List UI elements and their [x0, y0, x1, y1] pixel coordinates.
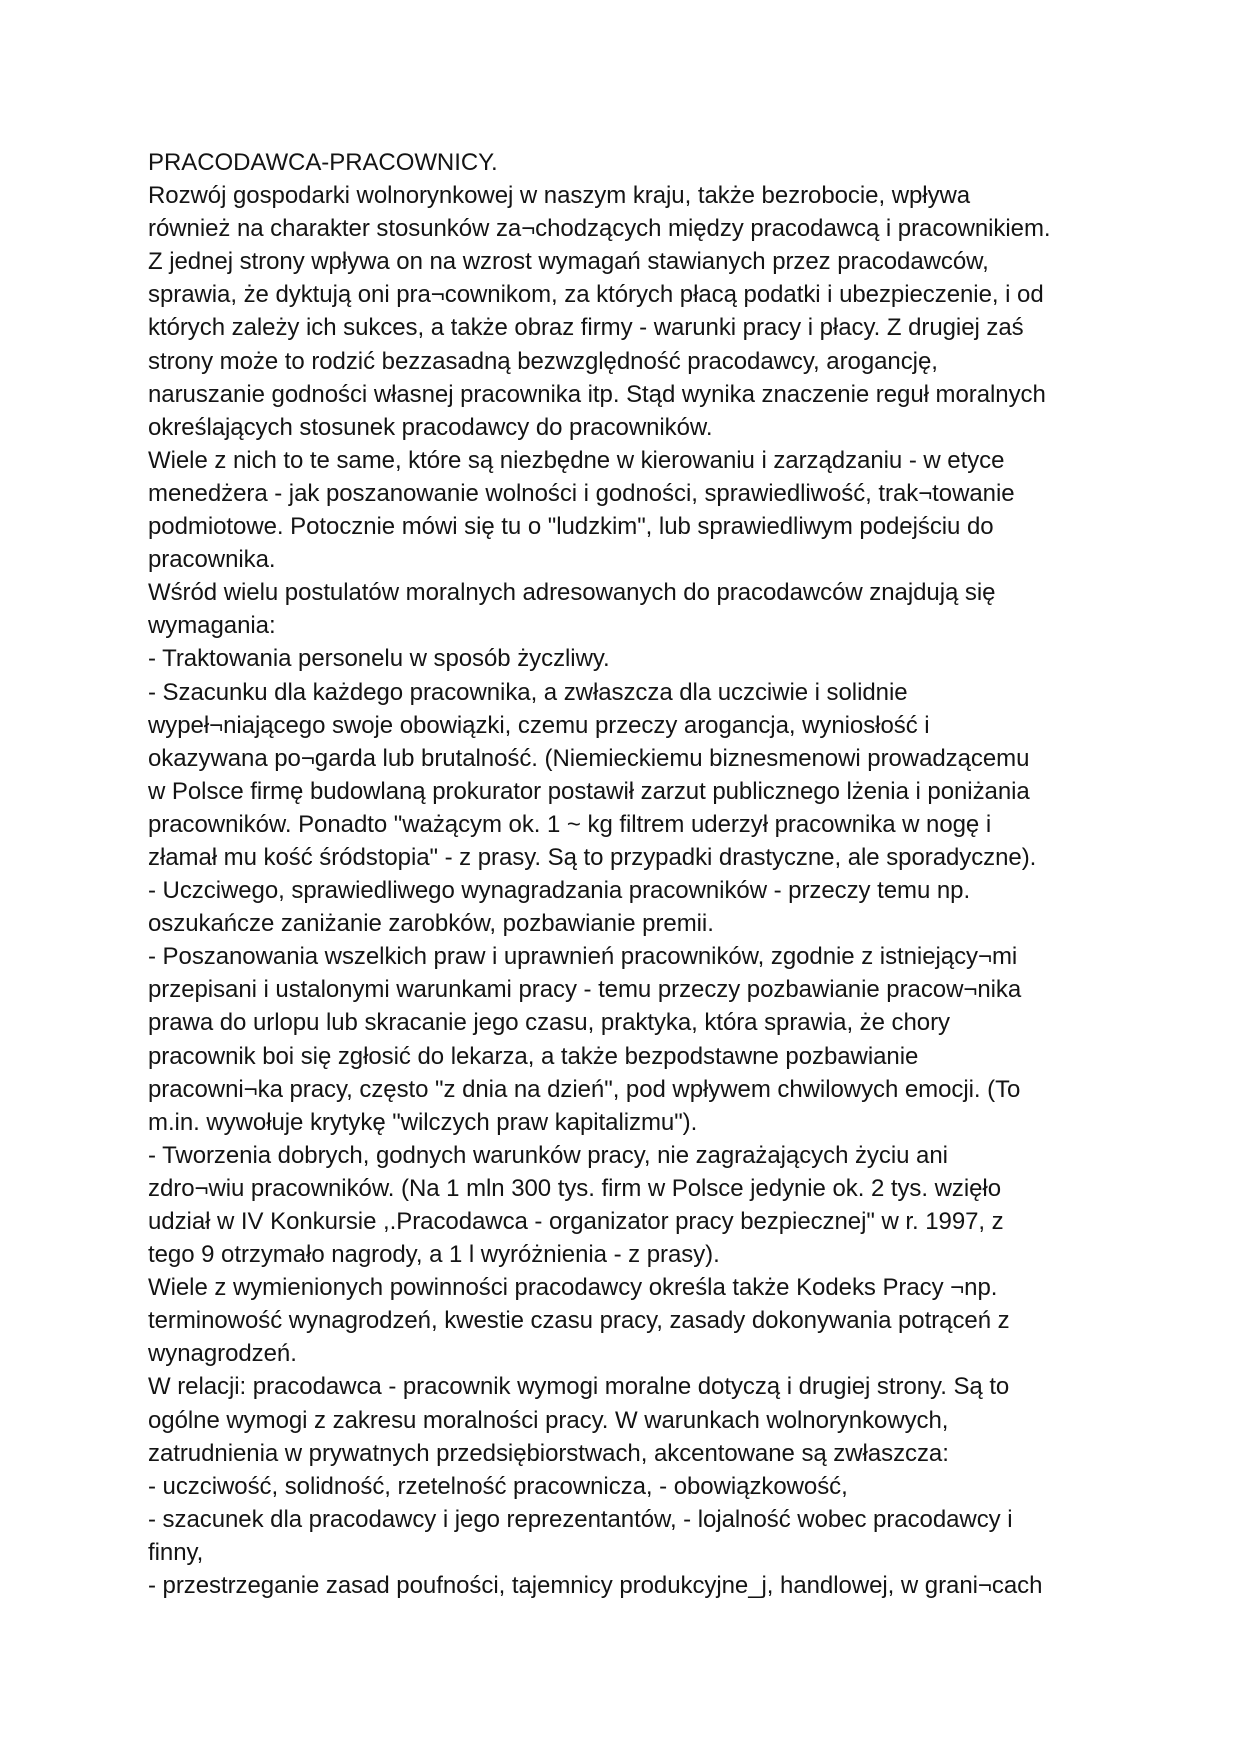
text-line: przepisani i ustalonymi warunkami pracy - temu przeczy pozbawianie pracow¬nika: [148, 976, 1022, 1004]
list-item-line: - Tworzenia dobrych, godnych warunków pracy, nie zagrażających życiu ani: [148, 1141, 948, 1169]
text-line: pracowni¬ka pracy, często "z dnia na dzień", pod wpływem chwilowych emocji. (To: [148, 1075, 1021, 1103]
text-line: oszukańcze zaniżanie zarobków, pozbawianie premii.: [148, 910, 714, 938]
text-line: Wiele z nich to te same, które są niezbędne w kierowaniu i zarządzaniu - w etyce: [148, 446, 1005, 474]
list-item-line: - Poszanowania wszelkich praw i uprawnień pracowników, zgodnie z istniejący¬mi: [148, 943, 1018, 971]
text-line: Z jednej strony wpływa on na wzrost wymagań stawianych przez pracodawców,: [148, 248, 989, 276]
text-line: złamał mu kość śródstopia" - z prasy. Są to przypadki drastyczne, ale sporadyczne).: [148, 843, 1037, 871]
text-line: W relacji: pracodawca - pracownik wymogi moralne dotyczą i drugiej strony. Są to: [148, 1373, 1010, 1401]
text-line: menedżera - jak poszanowanie wolności i godności, sprawiedliwość, trak¬towanie: [148, 479, 1015, 507]
text-line: Rozwój gospodarki wolnorynkowej w naszym kraju, także bezrobocie, wpływa: [148, 182, 971, 210]
text-line: okazywana po¬garda lub brutalność. (Niemieckiemu biznesmenowi prowadzącemu: [148, 744, 1030, 772]
list-item-line: - przestrzeganie zasad poufności, tajemnicy produkcyjne_j, handlowej, w grani¬cach: [148, 1572, 1043, 1600]
text-line: naruszanie godności własnej pracownika itp. Stąd wynika znaczenie reguł moralnych: [148, 380, 1046, 408]
text-line: Wiele z wymienionych powinności pracodawcy określa także Kodeks Pracy ¬np.: [148, 1274, 998, 1302]
list-item-line: - Szacunku dla każdego pracownika, a zwłaszcza dla uczciwie i solidnie: [148, 678, 908, 706]
text-line: pracownik boi się zgłosić do lekarza, a także bezpodstawne pozbawianie: [148, 1042, 919, 1070]
list-item-line: - uczciwość, solidność, rzetelność pracownicza, - obowiązkowość,: [148, 1472, 848, 1500]
text-line: pracownika.: [148, 546, 276, 574]
text-line: finny,: [148, 1538, 204, 1566]
document-title: PRACODAWCA-PRACOWNICY.: [148, 149, 498, 176]
text-line: m.in. wywołuje krytykę "wilczych praw kapitalizmu").: [148, 1108, 698, 1136]
text-line: wymagania:: [148, 612, 276, 640]
text-line: udział w IV Konkursie ,.Pracodawca - organizator pracy bezpiecznej" w r. 1997, z: [148, 1208, 1004, 1235]
text-line: wynagrodzeń.: [148, 1340, 297, 1368]
text-line: ogólne wymogi z zakresu moralności pracy. W warunkach wolnorynkowych,: [148, 1406, 949, 1434]
text-line: również na charakter stosunków za¬chodzących między pracodawcą i pracownikiem.: [148, 215, 1051, 243]
text-line: których zależy ich sukces, a także obraz firmy - warunki pracy i płacy. Z drugiej zaś: [148, 314, 1024, 342]
list-item-line: - Traktowania personelu w sposób życzliwy.: [148, 645, 610, 673]
text-line: terminowość wynagrodzeń, kwestie czasu pracy, zasady dokonywania potrąceń z: [148, 1307, 1010, 1335]
document-body: [148, 146, 1148, 1602]
text-line: podmiotowe. Potocznie mówi się tu o "ludzkim", lub sprawiedliwym podejściu do: [148, 513, 994, 541]
text-line: Wśród wielu postulatów moralnych adresowanych do pracodawców znajdują się: [148, 579, 996, 607]
list-item-line: - szacunek dla pracodawcy i jego reprezentantów, - lojalność wobec pracodawcy i: [148, 1505, 1013, 1533]
text-line: określających stosunek pracodawcy do pracowników.: [148, 413, 713, 441]
text-line: zdro¬wiu pracowników. (Na 1 mln 300 tys. firm w Polsce jedynie ok. 2 tys. wzięło: [148, 1174, 1002, 1202]
text-line: prawa do urlopu lub skracanie jego czasu, praktyka, która sprawia, że chory: [148, 1009, 950, 1037]
text-line: strony może to rodzić bezzasadną bezwzględność pracodawcy, arogancję,: [148, 347, 938, 375]
text-line: wypeł¬niającego swoje obowiązki, czemu przeczy arogancja, wyniosłość i: [148, 711, 930, 739]
text-line: pracowników. Ponadto "ważącym ok. 1 ~ kg filtrem uderzył pracownika w nogę i: [148, 810, 992, 838]
list-item-line: - Uczciwego, sprawiedliwego wynagradzania pracowników - przeczy temu np.: [148, 877, 971, 905]
text-line: zatrudnienia w prywatnych przedsiębiorstwach, akcentowane są zwłaszcza:: [148, 1439, 949, 1467]
text-line: w Polsce firmę budowlaną prokurator postawił zarzut publicznego lżenia i poniżania: [148, 777, 1030, 805]
text-line: tego 9 otrzymało nagrody, a 1 l wyróżnienia - z prasy).: [148, 1241, 720, 1269]
text-line: sprawia, że dyktują oni pra¬cownikom, za których płacą podatki i ubezpieczenie, i od: [148, 281, 1044, 309]
